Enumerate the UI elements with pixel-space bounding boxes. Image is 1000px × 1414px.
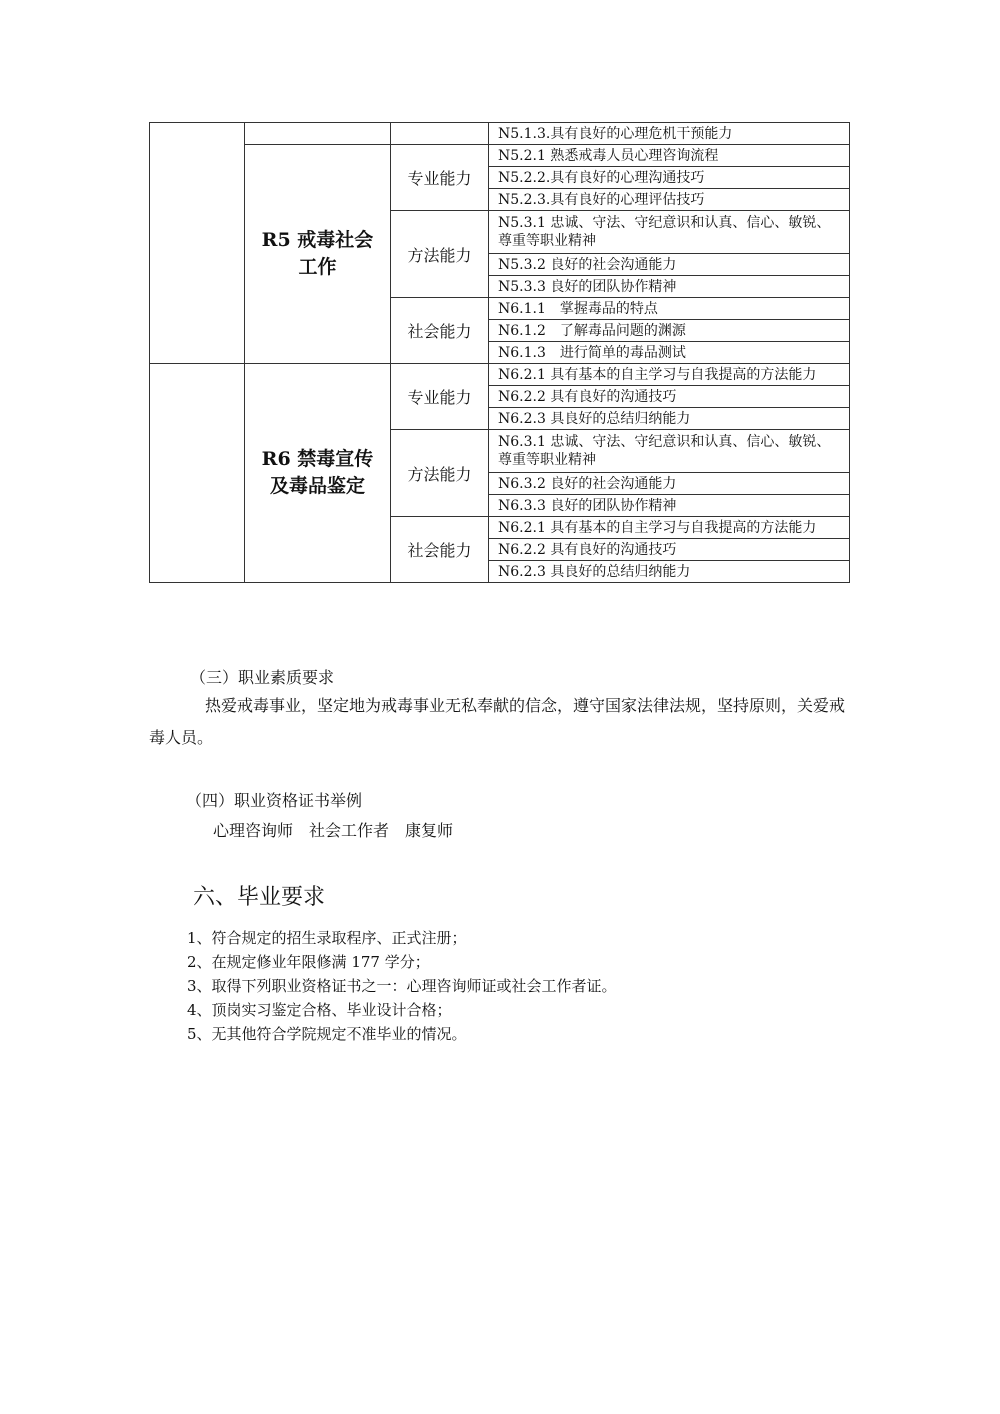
table-blank-cell (245, 123, 391, 145)
ability-item: N6.3.1 忠诚、守法、守纪意识和认真、信心、敏锐、尊重等职业精神 (489, 430, 850, 473)
ability-item: N5.3.3 良好的团队协作精神 (489, 276, 850, 298)
category-social: 社会能力 (391, 517, 489, 583)
requirement-item: 3、取得下列职业资格证书之一：心理咨询师证或社会工作者证。 (187, 977, 617, 995)
ability-item: N6.1.1 掌握毒品的特点 (489, 298, 850, 320)
ability-item: N6.3.3 良好的团队协作精神 (489, 495, 850, 517)
ability-item: N6.1.3 进行简单的毒品测试 (489, 342, 850, 364)
table-blank-cell (150, 364, 245, 583)
category-method: 方法能力 (391, 211, 489, 298)
table-blank-cell (391, 123, 489, 145)
category-professional: 专业能力 (391, 145, 489, 211)
r5-title (245, 145, 391, 364)
ability-item: N6.2.1 具有基本的自主学习与自我提高的方法能力 (489, 517, 850, 539)
table-blank-cell (150, 123, 245, 364)
category-social: 社会能力 (391, 298, 489, 364)
ability-item: N6.2.2 具有良好的沟通技巧 (489, 539, 850, 561)
ability-item: N6.3.2 良好的社会沟通能力 (489, 473, 850, 495)
r6-title-line1: R6 禁毒宣传 (261, 448, 374, 470)
ability-item: N6.2.1 具有基本的自主学习与自我提高的方法能力 (489, 364, 850, 386)
r5-title-line2: 工作 (298, 256, 337, 278)
section6-heading: 六、毕业要求 (193, 885, 326, 910)
ability-item: N6.2.2 具有良好的沟通技巧 (489, 386, 850, 408)
requirement-item: 2、在规定修业年限修满 177 学分； (187, 953, 430, 971)
ability-item: N5.2.2.具有良好的心理沟通技巧 (489, 167, 850, 189)
ability-item: N5.2.3.具有良好的心理评估技巧 (489, 189, 850, 211)
ability-item: N6.2.3 具良好的总结归纳能力 (489, 408, 850, 430)
section3-heading: （三）职业素质要求 (190, 668, 335, 687)
section4-text: 心理咨询师 社会工作者 康复师 (213, 821, 454, 840)
section3-text: 热爱戒毒事业，坚定地为戒毒事业无私奉献的信念，遵守国家法律法规，坚持原则，关爱戒毒人员。 (149, 696, 846, 747)
category-method: 方法能力 (391, 430, 489, 517)
ability-item: N6.1.2 了解毒品问题的渊源 (489, 320, 850, 342)
ability-table (149, 122, 850, 583)
ability-item: N5.3.1 忠诚、守法、守纪意识和认真、信心、敏锐、尊重等职业精神 (489, 211, 850, 254)
ability-item: N5.1.3.具有良好的心理危机干预能力 (489, 123, 850, 145)
ability-item: N5.2.1 熟悉戒毒人员心理咨询流程 (489, 145, 850, 167)
requirement-item: 4、顶岗实习鉴定合格、毕业设计合格； (187, 1001, 452, 1019)
category-professional: 专业能力 (391, 364, 489, 430)
requirement-item: 1、符合规定的招生录取程序、正式注册； (187, 929, 467, 947)
r6-title (245, 364, 391, 583)
r6-title-line2: 及毒品鉴定 (269, 475, 365, 497)
requirement-item: 5、无其他符合学院规定不准毕业的情况。 (187, 1025, 467, 1043)
section4-heading: （四）职业资格证书举例 (186, 791, 363, 810)
r5-title-line1: R5 戒毒社会 (261, 229, 374, 251)
ability-item: N5.3.2 良好的社会沟通能力 (489, 254, 850, 276)
ability-item: N6.2.3 具良好的总结归纳能力 (489, 561, 850, 583)
